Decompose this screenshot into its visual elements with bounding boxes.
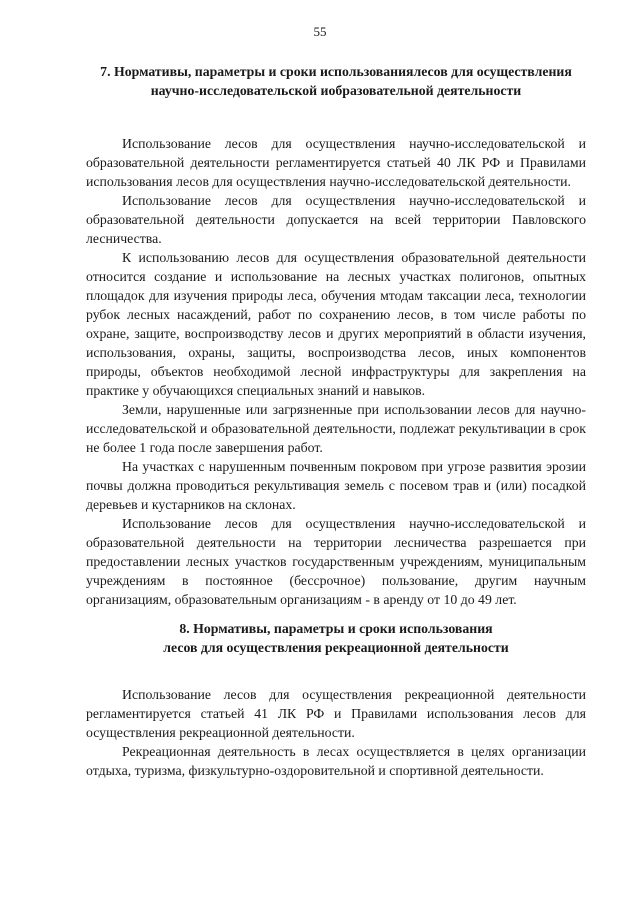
section-7-paragraph-2: Использование лесов для осуществления научно-исследовательской и образовательной деятельности допускается на всей территории Павловского лесничества. <box>86 193 586 246</box>
section-7-paragraph-1: Использование лесов для осуществления научно-исследовательской и образовательной деятельности регламентируется статьей 40 ЛК РФ и Правилами использования лесов для осуществления научно-исследовательской деятельности. <box>86 136 586 189</box>
section-8-heading-line-1: 8. Нормативы, параметры и сроки использования <box>179 621 493 636</box>
section-7-paragraph-6: Использование лесов для осуществления научно-исследовательской и образовательной деятельности на территории лесничества разрешается при предоставлении лесных участков государственным учреждениям, муниципальным учреждениям в постоянное (бессрочное) пользование, другим научным организациям, образовательным организациям - в аренду от 10 до 49 лет. <box>86 516 586 607</box>
section-7-paragraph-5: На участках с нарушенным почвенным покровом при угрозе развития эрозии почвы должна проводиться рекультивация земель с посевом трав и (или) посадкой деревьев и кустарников на склонах. <box>86 459 586 512</box>
section-8-paragraph-1: Использование лесов для осуществления рекреационной деятельности регламентируется статьей 41 ЛК РФ и Правилами использования лесов для осуществления рекреационной деятельности. <box>86 687 586 740</box>
page-content <box>86 62 586 780</box>
section-7-paragraph-4: Земли, нарушенные или загрязненные при использовании лесов для научно-исследовательской и образовательной деятельности, подлежат рекультивации в срок не более 1 года после завершения работ. <box>86 402 586 455</box>
section-7-heading-line-1: 7. Нормативы, параметры и сроки использованиялесов для осуществления <box>100 64 572 79</box>
section-8-paragraph-2: Рекреационная деятельность в лесах осуществляется в целях организации отдыха, туризма, физкультурно-оздоровительной и спортивной деятельности. <box>86 744 586 778</box>
section-7-paragraph-3: К использованию лесов для осуществления образовательной деятельности относится создание и использование на лесных участках полигонов, опытных площадок для изучения природы леса, обучения мтодам таксации леса, технологии рубок лесных насаждений, работ по сохранению лесов, в том числе работы по охране, защите, воспроизводству лесов и других мероприятий в области изучения, использования, охраны, защиты, воспроизводства лесов, иных компонентов природы, объектов необходимой лесной инфраструктуры для закрепления на практике у обучающихся специальных знаний и навыков. <box>86 250 586 398</box>
section-8-heading-line-2: лесов для осуществления рекреационной деятельности <box>163 640 509 655</box>
page-number: 55 <box>313 24 327 39</box>
section-7-heading <box>86 62 586 100</box>
section-8-heading <box>86 619 586 657</box>
section-7-heading-line-2: научно-исследовательской иобразовательной деятельности <box>150 83 522 98</box>
